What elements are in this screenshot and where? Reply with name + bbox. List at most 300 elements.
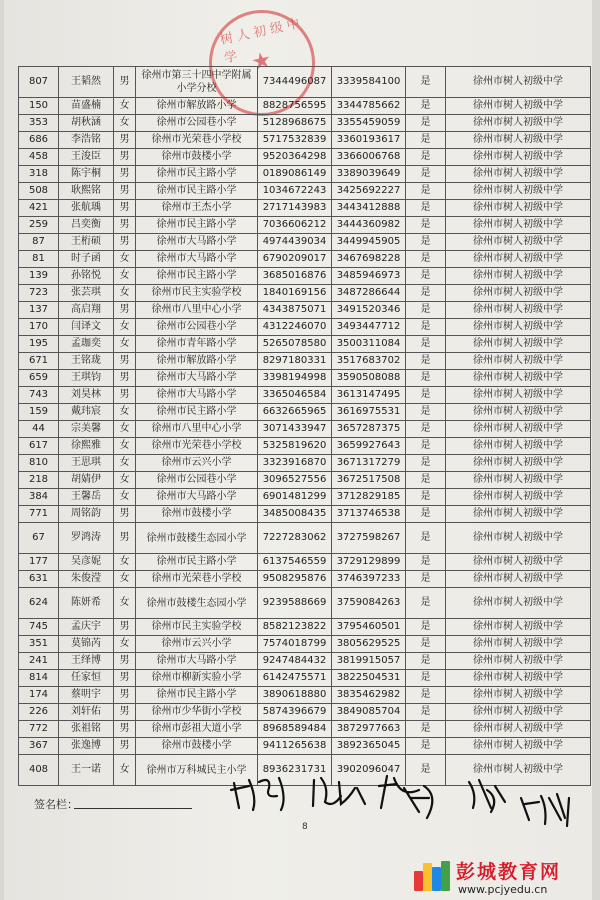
rank-number-cell: 3449945905	[332, 234, 406, 251]
admitted-school-cell: 徐州市树人初级中学	[446, 472, 591, 489]
student-name-cell: 王一诺	[59, 755, 114, 786]
admitted-school-cell: 徐州市树人初级中学	[446, 268, 591, 285]
student-number-cell: 150	[19, 98, 59, 115]
confirm-cell: 是	[406, 653, 446, 670]
school-cell: 徐州市王杰小学	[136, 200, 258, 217]
confirm-cell: 是	[406, 721, 446, 738]
gender-cell: 女	[114, 455, 136, 472]
admitted-school-cell: 徐州市树人初级中学	[446, 302, 591, 319]
confirm-cell: 是	[406, 687, 446, 704]
gender-cell: 男	[114, 721, 136, 738]
gender-cell: 女	[114, 98, 136, 115]
rank-number-cell: 3872977663	[332, 721, 406, 738]
school-cell: 徐州市公园巷小学	[136, 115, 258, 132]
student-name-cell: 闫译文	[59, 319, 114, 336]
rank-number-cell: 3657287375	[332, 421, 406, 438]
exam-id-cell: 7227283062	[258, 523, 332, 554]
school-cell: 徐州市民主路小学	[136, 554, 258, 571]
gender-cell: 男	[114, 653, 136, 670]
school-cell: 徐州市民主实验学校	[136, 619, 258, 636]
confirm-cell: 是	[406, 200, 446, 217]
school-cell: 徐州市鼓楼小学	[136, 149, 258, 166]
exam-id-cell: 8936231731	[258, 755, 332, 786]
rank-number-cell: 3795460501	[332, 619, 406, 636]
gender-cell: 男	[114, 387, 136, 404]
table-row	[19, 251, 591, 268]
gender-cell: 男	[114, 132, 136, 149]
admitted-school-cell: 徐州市树人初级中学	[446, 738, 591, 755]
exam-id-cell: 6901481299	[258, 489, 332, 506]
rank-number-cell: 3443412888	[332, 200, 406, 217]
school-cell: 徐州市青年路小学	[136, 336, 258, 353]
gender-cell: 女	[114, 755, 136, 786]
admitted-school-cell: 徐州市树人初级中学	[446, 704, 591, 721]
school-cell: 徐州市光荣巷小学校	[136, 438, 258, 455]
confirm-cell: 是	[406, 353, 446, 370]
gender-cell: 男	[114, 704, 136, 721]
exam-id-cell: 3323916870	[258, 455, 332, 472]
exam-id-cell: 3485008435	[258, 506, 332, 523]
student-number-cell: 195	[19, 336, 59, 353]
gender-cell: 女	[114, 268, 136, 285]
school-cell: 徐州市彭祖大道小学	[136, 721, 258, 738]
school-cell: 徐州市大马路小学	[136, 251, 258, 268]
admitted-school-cell: 徐州市树人初级中学	[446, 506, 591, 523]
rank-number-cell: 3746397233	[332, 571, 406, 588]
admitted-school-cell: 徐州市树人初级中学	[446, 571, 591, 588]
rank-number-cell: 3729129899	[332, 554, 406, 571]
rank-number-cell: 3659927643	[332, 438, 406, 455]
page-number: 8	[302, 822, 308, 832]
admitted-school-cell: 徐州市树人初级中学	[446, 149, 591, 166]
table-row	[19, 183, 591, 200]
admitted-school-cell: 徐州市树人初级中学	[446, 523, 591, 554]
exam-id-cell: 5325819620	[258, 438, 332, 455]
table-row	[19, 523, 591, 554]
school-cell: 徐州市第三十四中学附属小学分校	[136, 67, 258, 98]
rank-number-cell: 3444360982	[332, 217, 406, 234]
admitted-school-cell: 徐州市树人初级中学	[446, 234, 591, 251]
exam-id-cell: 7344496087	[258, 67, 332, 98]
confirm-cell: 是	[406, 336, 446, 353]
confirm-cell: 是	[406, 370, 446, 387]
admitted-school-cell: 徐州市树人初级中学	[446, 387, 591, 404]
rank-number-cell: 3613147495	[332, 387, 406, 404]
exam-id-cell: 4343875071	[258, 302, 332, 319]
student-name-cell: 吕奕衡	[59, 217, 114, 234]
rank-number-cell: 3487286644	[332, 285, 406, 302]
confirm-cell: 是	[406, 115, 446, 132]
rank-number-cell: 3672517508	[332, 472, 406, 489]
gender-cell: 女	[114, 438, 136, 455]
gender-cell: 女	[114, 571, 136, 588]
confirm-cell: 是	[406, 738, 446, 755]
table-row	[19, 285, 591, 302]
table-row	[19, 588, 591, 619]
table-row	[19, 704, 591, 721]
student-number-cell: 67	[19, 523, 59, 554]
exam-id-cell: 1840169156	[258, 285, 332, 302]
student-number-cell: 807	[19, 67, 59, 98]
admitted-school-cell: 徐州市树人初级中学	[446, 721, 591, 738]
rank-number-cell: 3467698228	[332, 251, 406, 268]
exam-id-cell: 8582123822	[258, 619, 332, 636]
school-cell: 徐州市光荣巷小学校	[136, 571, 258, 588]
school-cell: 徐州市公园巷小学	[136, 472, 258, 489]
rank-number-cell: 3819915057	[332, 653, 406, 670]
table-row	[19, 721, 591, 738]
table-row	[19, 370, 591, 387]
school-cell: 徐州市鼓楼小学	[136, 506, 258, 523]
student-name-cell: 耿熙铭	[59, 183, 114, 200]
gender-cell: 男	[114, 370, 136, 387]
student-name-cell: 胡婧伊	[59, 472, 114, 489]
table-row	[19, 98, 591, 115]
student-name-cell: 王琪钧	[59, 370, 114, 387]
table-row	[19, 302, 591, 319]
school-cell: 徐州市八里中心小学	[136, 302, 258, 319]
exam-id-cell: 6142475571	[258, 670, 332, 687]
rank-number-cell: 3713746538	[332, 506, 406, 523]
admitted-school-cell: 徐州市树人初级中学	[446, 670, 591, 687]
exam-id-cell: 4312246070	[258, 319, 332, 336]
confirm-cell: 是	[406, 636, 446, 653]
gender-cell: 男	[114, 149, 136, 166]
table-row	[19, 687, 591, 704]
student-name-cell: 李浩铭	[59, 132, 114, 149]
student-name-cell: 时子函	[59, 251, 114, 268]
confirm-cell: 是	[406, 670, 446, 687]
admitted-school-cell: 徐州市树人初级中学	[446, 588, 591, 619]
admitted-school-cell: 徐州市树人初级中学	[446, 438, 591, 455]
student-name-cell: 王思琪	[59, 455, 114, 472]
rank-number-cell: 3805629525	[332, 636, 406, 653]
student-number-cell: 771	[19, 506, 59, 523]
confirm-cell: 是	[406, 506, 446, 523]
admitted-school-cell: 徐州市树人初级中学	[446, 217, 591, 234]
rank-number-cell: 3360193617	[332, 132, 406, 149]
rank-number-cell: 3355459059	[332, 115, 406, 132]
student-number-cell: 384	[19, 489, 59, 506]
confirm-cell: 是	[406, 455, 446, 472]
gender-cell: 女	[114, 554, 136, 571]
gender-cell: 男	[114, 687, 136, 704]
exam-id-cell: 0189086149	[258, 166, 332, 183]
exam-id-cell: 8968589484	[258, 721, 332, 738]
confirm-cell: 是	[406, 387, 446, 404]
student-name-cell: 胡秋涵	[59, 115, 114, 132]
school-cell: 徐州市鼓楼生态园小学	[136, 588, 258, 619]
student-name-cell: 刘昊林	[59, 387, 114, 404]
rank-number-cell: 3425692227	[332, 183, 406, 200]
student-number-cell: 241	[19, 653, 59, 670]
exam-id-cell: 3365046584	[258, 387, 332, 404]
admitted-school-cell: 徐州市树人初级中学	[446, 251, 591, 268]
student-number-cell: 259	[19, 217, 59, 234]
student-name-cell: 王馨岳	[59, 489, 114, 506]
table-row	[19, 268, 591, 285]
confirm-cell: 是	[406, 149, 446, 166]
gender-cell: 男	[114, 302, 136, 319]
confirm-cell: 是	[406, 438, 446, 455]
student-number-cell: 177	[19, 554, 59, 571]
roster-body	[19, 67, 591, 786]
student-number-cell: 458	[19, 149, 59, 166]
exam-id-cell: 3890618880	[258, 687, 332, 704]
rank-number-cell: 3822504531	[332, 670, 406, 687]
school-cell: 徐州市少华街小学校	[136, 704, 258, 721]
student-number-cell: 745	[19, 619, 59, 636]
table-row	[19, 738, 591, 755]
rank-number-cell: 3892365045	[332, 738, 406, 755]
school-cell: 徐州市鼓楼生态园小学	[136, 523, 258, 554]
admitted-school-cell: 徐州市树人初级中学	[446, 421, 591, 438]
school-cell: 徐州市光荣巷小学校	[136, 132, 258, 149]
student-number-cell: 631	[19, 571, 59, 588]
confirm-cell: 是	[406, 755, 446, 786]
student-name-cell: 张逸博	[59, 738, 114, 755]
exam-id-cell: 9508295876	[258, 571, 332, 588]
exam-id-cell: 7036606212	[258, 217, 332, 234]
table-row	[19, 670, 591, 687]
student-roster-table	[18, 66, 591, 786]
student-name-cell: 王桁硕	[59, 234, 114, 251]
confirm-cell: 是	[406, 132, 446, 149]
exam-id-cell: 7574018799	[258, 636, 332, 653]
school-cell: 徐州市云兴小学	[136, 636, 258, 653]
document-page	[4, 0, 592, 900]
gender-cell: 男	[114, 217, 136, 234]
admitted-school-cell: 徐州市树人初级中学	[446, 319, 591, 336]
student-name-cell: 张芸琪	[59, 285, 114, 302]
school-cell: 徐州市民主路小学	[136, 217, 258, 234]
watermark-url: www.pcjyedu.cn	[458, 883, 548, 896]
student-name-cell: 孟珈奕	[59, 336, 114, 353]
admitted-school-cell: 徐州市树人初级中学	[446, 619, 591, 636]
admitted-school-cell: 徐州市树人初级中学	[446, 98, 591, 115]
gender-cell: 男	[114, 670, 136, 687]
confirm-cell: 是	[406, 421, 446, 438]
school-cell: 徐州市民主路小学	[136, 166, 258, 183]
gender-cell: 男	[114, 200, 136, 217]
admitted-school-cell: 徐州市树人初级中学	[446, 636, 591, 653]
school-cell: 徐州市民主实验学校	[136, 285, 258, 302]
rank-number-cell: 3389039649	[332, 166, 406, 183]
student-number-cell: 508	[19, 183, 59, 200]
signature-line	[74, 808, 192, 809]
student-name-cell: 王韬然	[59, 67, 114, 98]
exam-id-cell: 5128968675	[258, 115, 332, 132]
admitted-school-cell: 徐州市树人初级中学	[446, 285, 591, 302]
seal-star-icon: ★	[249, 47, 274, 76]
confirm-cell: 是	[406, 472, 446, 489]
gender-cell: 男	[114, 523, 136, 554]
student-name-cell: 陈宇桐	[59, 166, 114, 183]
student-name-cell: 戴玮宸	[59, 404, 114, 421]
student-number-cell: 159	[19, 404, 59, 421]
student-number-cell: 139	[19, 268, 59, 285]
table-row	[19, 115, 591, 132]
gender-cell: 女	[114, 285, 136, 302]
table-row	[19, 67, 591, 98]
gender-cell: 女	[114, 421, 136, 438]
confirm-cell: 是	[406, 554, 446, 571]
student-name-cell: 王浚臣	[59, 149, 114, 166]
confirm-cell: 是	[406, 183, 446, 200]
rank-number-cell: 3366006768	[332, 149, 406, 166]
rank-number-cell: 3500311084	[332, 336, 406, 353]
exam-id-cell: 9411265638	[258, 738, 332, 755]
table-row	[19, 472, 591, 489]
student-number-cell: 87	[19, 234, 59, 251]
student-name-cell: 罗鸿涛	[59, 523, 114, 554]
exam-id-cell: 5717532839	[258, 132, 332, 149]
student-number-cell: 743	[19, 387, 59, 404]
gender-cell: 女	[114, 489, 136, 506]
admitted-school-cell: 徐州市树人初级中学	[446, 200, 591, 217]
exam-id-cell: 9520364298	[258, 149, 332, 166]
exam-id-cell: 6632665965	[258, 404, 332, 421]
student-name-cell: 张航瑀	[59, 200, 114, 217]
student-name-cell: 张祖铭	[59, 721, 114, 738]
confirm-cell: 是	[406, 285, 446, 302]
admitted-school-cell: 徐州市树人初级中学	[446, 336, 591, 353]
exam-id-cell: 6137546559	[258, 554, 332, 571]
school-cell: 徐州市大马路小学	[136, 653, 258, 670]
table-row	[19, 636, 591, 653]
rank-number-cell: 3849085704	[332, 704, 406, 721]
confirm-cell: 是	[406, 319, 446, 336]
student-name-cell: 孙铭悦	[59, 268, 114, 285]
admitted-school-cell: 徐州市树人初级中学	[446, 67, 591, 98]
confirm-cell: 是	[406, 98, 446, 115]
exam-id-cell: 3398194998	[258, 370, 332, 387]
table-row	[19, 404, 591, 421]
exam-id-cell: 6790209017	[258, 251, 332, 268]
confirm-cell: 是	[406, 67, 446, 98]
school-cell: 徐州市民主路小学	[136, 687, 258, 704]
student-number-cell: 351	[19, 636, 59, 653]
school-cell: 徐州市大马路小学	[136, 387, 258, 404]
school-cell: 徐州市云兴小学	[136, 455, 258, 472]
student-number-cell: 408	[19, 755, 59, 786]
site-watermark	[414, 855, 600, 900]
student-number-cell: 659	[19, 370, 59, 387]
student-name-cell: 宗美馨	[59, 421, 114, 438]
gender-cell: 男	[114, 353, 136, 370]
school-cell: 徐州市公园巷小学	[136, 319, 258, 336]
gender-cell: 女	[114, 319, 136, 336]
school-cell: 徐州市柳新实验小学	[136, 670, 258, 687]
student-name-cell: 陈妍希	[59, 588, 114, 619]
gender-cell: 男	[114, 67, 136, 98]
exam-id-cell: 8828756595	[258, 98, 332, 115]
exam-id-cell: 3685016876	[258, 268, 332, 285]
table-row	[19, 234, 591, 251]
rank-number-cell: 3339584100	[332, 67, 406, 98]
student-name-cell: 徐熙雅	[59, 438, 114, 455]
confirm-cell: 是	[406, 619, 446, 636]
exam-id-cell: 8297180331	[258, 353, 332, 370]
exam-id-cell: 4974439034	[258, 234, 332, 251]
student-name-cell: 莫锦芮	[59, 636, 114, 653]
school-cell: 徐州市大马路小学	[136, 234, 258, 251]
gender-cell: 女	[114, 404, 136, 421]
table-row	[19, 217, 591, 234]
confirm-cell: 是	[406, 704, 446, 721]
seal-text: 树人初级中学	[218, 15, 306, 67]
student-name-cell: 苗盛楠	[59, 98, 114, 115]
admitted-school-cell: 徐州市树人初级中学	[446, 132, 591, 149]
table-row	[19, 619, 591, 636]
rank-number-cell: 3902096047	[332, 755, 406, 786]
table-row	[19, 166, 591, 183]
gender-cell: 男	[114, 506, 136, 523]
confirm-cell: 是	[406, 523, 446, 554]
table-row	[19, 149, 591, 166]
gender-cell: 男	[114, 738, 136, 755]
student-name-cell: 吴彦妮	[59, 554, 114, 571]
admitted-school-cell: 徐州市树人初级中学	[446, 370, 591, 387]
confirm-cell: 是	[406, 489, 446, 506]
table-row	[19, 653, 591, 670]
gender-cell: 男	[114, 619, 136, 636]
admitted-school-cell: 徐州市树人初级中学	[446, 353, 591, 370]
rank-number-cell: 3517683702	[332, 353, 406, 370]
student-number-cell: 367	[19, 738, 59, 755]
rank-number-cell: 3590508088	[332, 370, 406, 387]
student-number-cell: 137	[19, 302, 59, 319]
student-number-cell: 624	[19, 588, 59, 619]
gender-cell: 男	[114, 166, 136, 183]
rank-number-cell: 3493447712	[332, 319, 406, 336]
student-number-cell: 174	[19, 687, 59, 704]
table-row	[19, 489, 591, 506]
student-name-cell: 王绎博	[59, 653, 114, 670]
student-name-cell: 高启翔	[59, 302, 114, 319]
school-cell: 徐州市八里中心小学	[136, 421, 258, 438]
confirm-cell: 是	[406, 268, 446, 285]
rank-number-cell: 3712829185	[332, 489, 406, 506]
school-cell: 徐州市民主路小学	[136, 268, 258, 285]
gender-cell: 女	[114, 115, 136, 132]
admitted-school-cell: 徐州市树人初级中学	[446, 183, 591, 200]
student-number-cell: 81	[19, 251, 59, 268]
rank-number-cell: 3835462982	[332, 687, 406, 704]
school-cell: 徐州市大马路小学	[136, 489, 258, 506]
student-name-cell: 任家恒	[59, 670, 114, 687]
rank-number-cell: 3759084263	[332, 588, 406, 619]
student-name-cell: 朱俊滢	[59, 571, 114, 588]
table-row	[19, 421, 591, 438]
student-number-cell: 671	[19, 353, 59, 370]
exam-id-cell: 9239588669	[258, 588, 332, 619]
admitted-school-cell: 徐州市树人初级中学	[446, 455, 591, 472]
confirm-cell: 是	[406, 404, 446, 421]
student-number-cell: 44	[19, 421, 59, 438]
student-name-cell: 蔡明宇	[59, 687, 114, 704]
school-cell: 徐州市鼓楼小学	[136, 738, 258, 755]
confirm-cell: 是	[406, 571, 446, 588]
rank-number-cell: 3491520346	[332, 302, 406, 319]
table-row	[19, 506, 591, 523]
confirm-cell: 是	[406, 251, 446, 268]
exam-id-cell: 3071433947	[258, 421, 332, 438]
student-number-cell: 226	[19, 704, 59, 721]
exam-id-cell: 5265078580	[258, 336, 332, 353]
admitted-school-cell: 徐州市树人初级中学	[446, 653, 591, 670]
admitted-school-cell: 徐州市树人初级中学	[446, 755, 591, 786]
